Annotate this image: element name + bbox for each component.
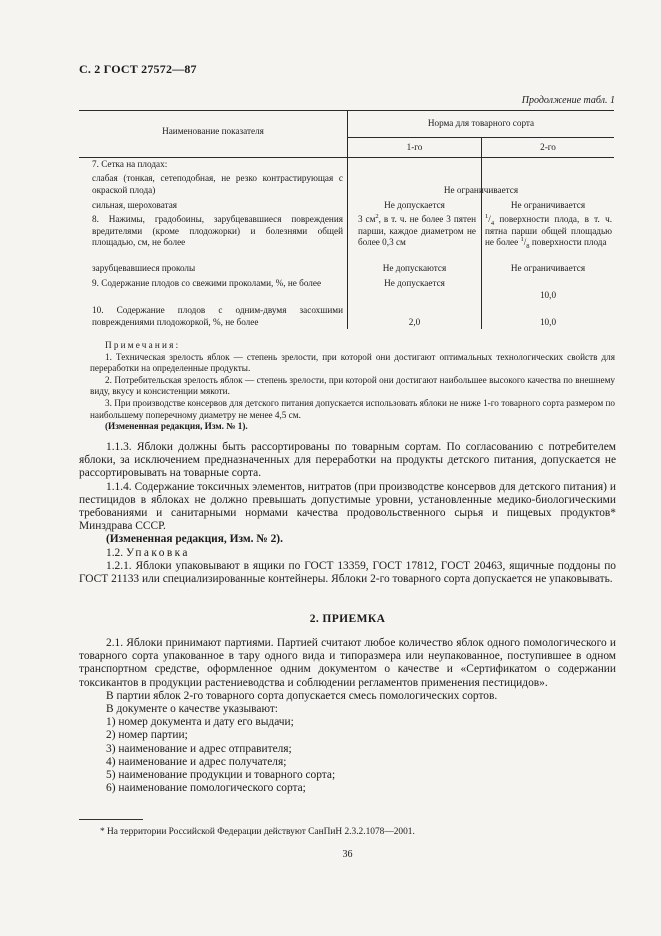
row-7-title: 7. Сетка на плодах:	[92, 159, 168, 169]
note-2: 2. Потребительская зрелость яблок — степень зрелости, при которой они достигают наибольшее высокого качества по внешнему виду, вкусу и консистенции мякоти.	[90, 374, 615, 397]
column-header-norm: Норма для товарного сорта	[427, 118, 535, 128]
list-item: 2) номер партии;	[106, 729, 188, 742]
row-9-second: 10,0	[539, 290, 557, 300]
column-header-second-grade: 2-го	[540, 142, 556, 152]
row-8-label: 8. Нажимы, градобоины, зарубцевавшиеся повреждения вредителями (кроме плодожорки) и болезнями общей площадью, см, не более	[92, 214, 343, 248]
row-9-label: 9. Содержание плодов со свежими проколами, %, не более	[92, 278, 322, 288]
note-1: 1. Техническая зрелость яблок — степень зрелости, при которой они достигают оптимальных технологических свойств для переработки на определенные продукты.	[90, 351, 615, 374]
row-8b-first: Не допускаются	[382, 263, 447, 273]
quality-table	[79, 110, 614, 329]
row-10-label: 10. Содержание плодов с одним-двумя засохшими повреждениями плодожоркой, %, не более	[92, 305, 343, 327]
column-header-first-grade: 1-го	[406, 142, 423, 152]
edition-note-1: (Измененная редакция, Изм. № 1).	[105, 421, 248, 432]
row-7a-label: слабая (тонкая, сетеподобная, не резко контрастирующая с окраской плода)	[92, 173, 343, 195]
row-7a-value: Не ограничивается	[443, 185, 519, 195]
paragraph-document: В документе о качестве указывают:	[106, 703, 278, 716]
column-header-indicator: Наименование показателя	[162, 126, 264, 136]
list-item: 4) наименование и адрес получателя;	[106, 755, 287, 768]
list-item: 1) номер документа и дату его выдачи;	[106, 716, 294, 729]
row-10-second: 10,0	[539, 317, 557, 327]
note-3: 3. При производстве консервов для детского питания допускается использовать яблоки не ниже 1-го товарного сорта размером по наибольшему поперечному диаметру не менее 4,5 см.	[90, 397, 615, 420]
paragraph-1-1-3: 1.1.3. Яблоки должны быть рассортированы по товарным сортам. По согласованию с потребителем яблоки, за исключением предназначенных для переработки на продукты детского питания, допускается не рассортировывать на товарные сорта.	[79, 441, 616, 480]
page-number: 36	[342, 849, 353, 860]
row-7b-label: сильная, шероховатая	[92, 200, 178, 210]
footnote-divider	[79, 819, 143, 820]
notes-title: Примечания:	[105, 340, 181, 350]
section-2-text	[79, 637, 616, 795]
footnote: * На территории Российской Федерации действуют СанПиН 2.3.2.1078—2001.	[100, 827, 415, 837]
section-1-text	[79, 441, 616, 586]
list-item: 6) наименование помологического сорта;	[106, 782, 306, 795]
row-7b-first: Не допускается	[384, 200, 445, 210]
row-7b-second: Не ограничивается	[510, 200, 586, 210]
section-2-heading: 2. ПРИЕМКА	[309, 613, 386, 625]
table-continuation-label: Продолжение табл. 1	[521, 95, 615, 106]
paragraph-1-2-1: 1.2.1. Яблоки упаковывают в ящики по ГОСТ 13359, ГОСТ 17812, ГОСТ 20463, ящичные поддоны по ГОСТ 21133 или специализированные контейнеры. Яблоки 2-го товарного сорта допускается не упаковывать.	[79, 559, 616, 586]
row-8b-second: Не ограничивается	[510, 263, 586, 273]
paragraph-mix: В партии яблок 2-го товарного сорта допускается смесь помологических сортов.	[106, 689, 498, 702]
heading-1-2: 1.2. Упаковка	[106, 546, 190, 559]
row-8b-label: зарубцевавшиеся проколы	[92, 263, 196, 273]
row-8-first: 3 $см^2$, в т. ч. не более 3 пятен парши, каждое диаметром не более 0,3 см	[358, 212, 476, 248]
paragraph-1-1-4: 1.1.4. Содержание токсичных элементов, нитратов (при производстве консервов для детского питания) и пестицидов в яблоках не должно превышать допустимые уровни, установленные медико-биологическими требованиями и санитарными нормами качества продовольственного сырья и пищевых продуктов* Минздрава СССР.	[79, 480, 616, 533]
list-item: 5) наименование продукции и товарного сорта;	[106, 769, 336, 782]
row-10-first: 2,0	[408, 317, 421, 327]
row-8-second: $^1/_4$ поверхности плода, в т. ч. пятна парши общей площадью не более $^1/_8$ поверхности плода	[485, 212, 612, 251]
paragraph-2-1: 2.1. Яблоки принимают партиями. Партией считают любое количество яблок одного помологического и товарного сорта упакованное в тару одного вида и типоразмера или неупакованное, поступившее в одном транспортном средстве, оформленное одним документом о качестве и «Сертификатом о содержании токсикантов в продукции растениеводства и соблюдении регламентов применения пестицидов».	[79, 637, 616, 689]
row-9-first: Не допускается	[384, 278, 445, 288]
edition-note-2: (Измененная редакция, Изм. № 2).	[106, 533, 283, 546]
page-title: С. 2 ГОСТ 27572—87	[79, 62, 197, 76]
list-item: 3) наименование и адрес отправителя;	[106, 742, 292, 755]
table-notes	[90, 340, 615, 433]
